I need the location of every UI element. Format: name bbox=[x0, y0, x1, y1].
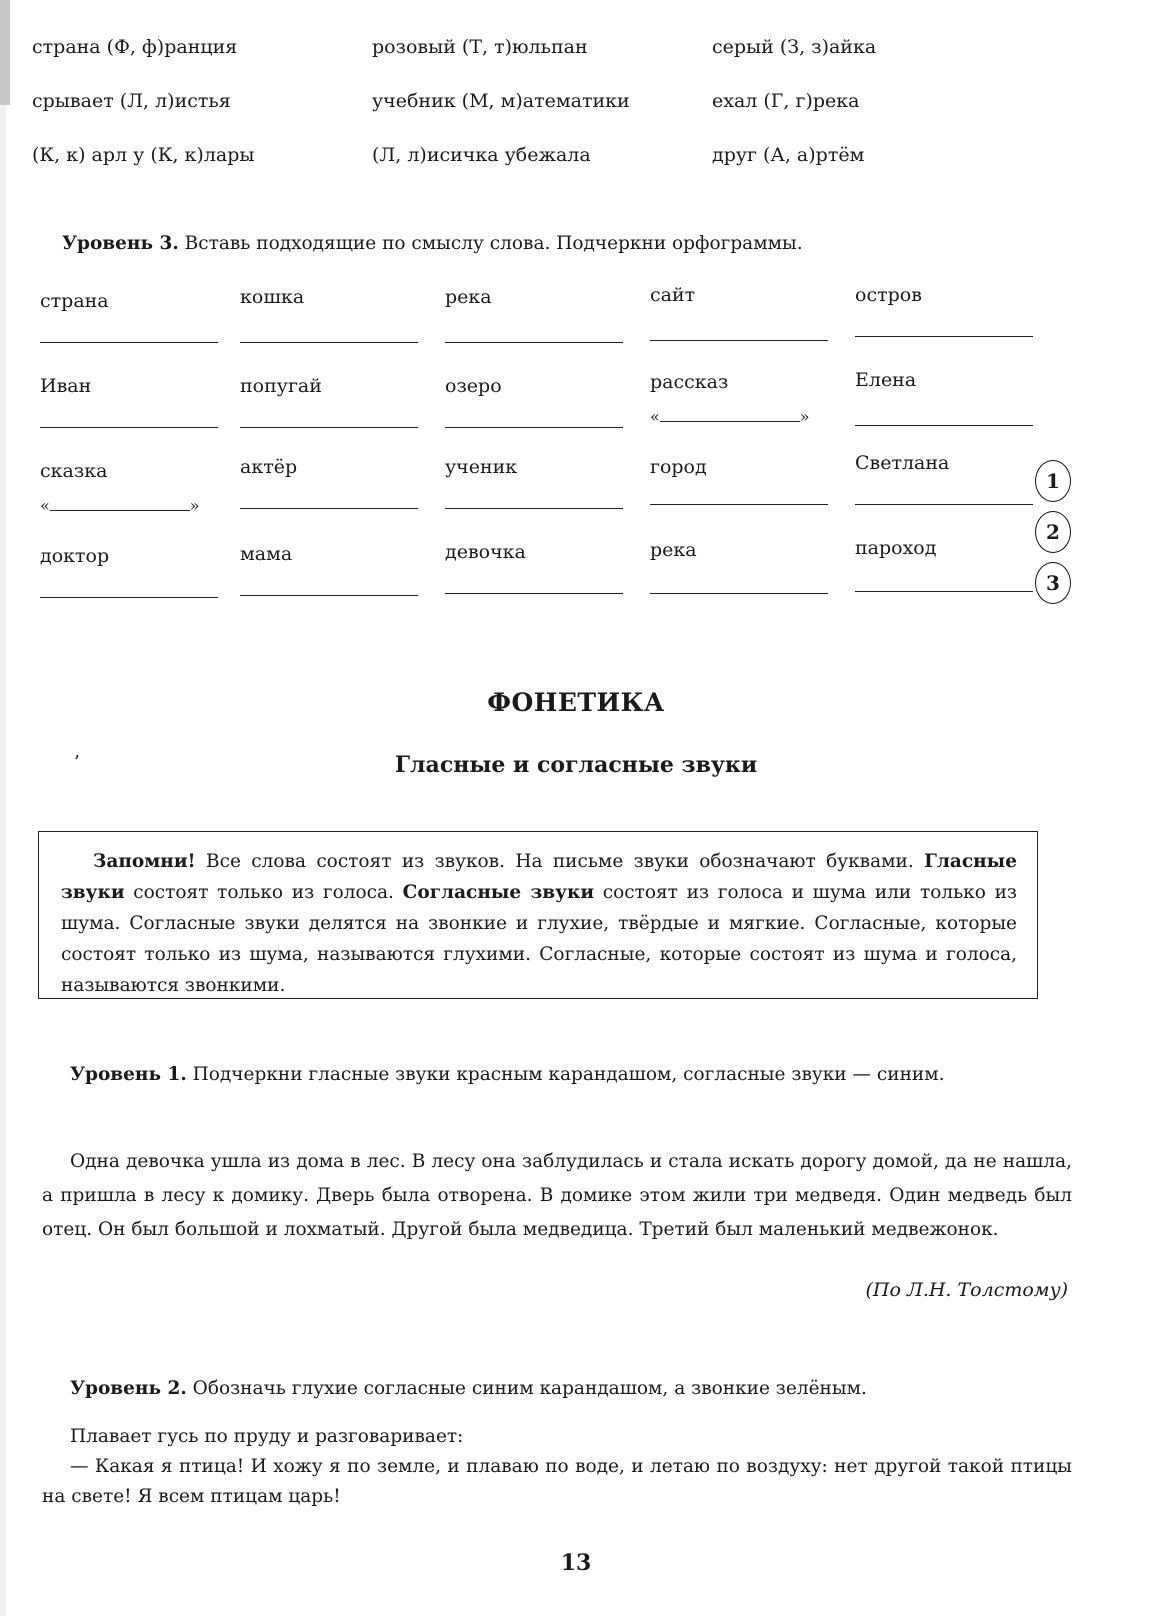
level3-text: Вставь подходящие по смыслу слова. Подчеркни орфограммы. bbox=[178, 233, 803, 254]
phrase: (К, к) арл у (К, к)лары bbox=[32, 144, 255, 166]
scan-edge-margin bbox=[0, 105, 6, 1616]
page-number: 13 bbox=[560, 1550, 592, 1576]
prompt-word: озеро bbox=[445, 375, 502, 397]
answer-line[interactable] bbox=[50, 496, 190, 511]
quoted-answer-blank[interactable] bbox=[650, 407, 810, 426]
rule-part: состоят из голоса и шума или только из шума. Согласные звуки делятся на звонкие и глухие, твёрдые и мягкие. Согласные, которые состоят только из шума, называются глухими. Согласные, которые состоят из шума и голоса, называются звонкими. bbox=[61, 882, 1018, 996]
level2-label: Уровень 2. bbox=[70, 1378, 187, 1399]
prompt-word: рассказ bbox=[650, 371, 729, 393]
quote-open: « bbox=[40, 496, 50, 515]
answer-blank[interactable] bbox=[445, 508, 623, 509]
word-cell bbox=[650, 539, 830, 561]
prompt-word: пароход bbox=[855, 537, 937, 559]
word-cell bbox=[445, 456, 625, 478]
word-cell bbox=[40, 460, 220, 515]
quote-open: « bbox=[650, 407, 660, 426]
word-cell bbox=[650, 456, 830, 478]
exercise-row bbox=[32, 144, 1032, 198]
answer-blank[interactable] bbox=[40, 342, 218, 343]
phrase: серый (З, з)айка bbox=[712, 36, 877, 58]
level-1-circle[interactable]: 1 bbox=[1035, 460, 1071, 502]
answer-line[interactable] bbox=[660, 407, 800, 422]
word-cell bbox=[855, 537, 1035, 559]
word-cell bbox=[650, 284, 830, 306]
level-2-circle[interactable]: 2 bbox=[1035, 511, 1071, 553]
phrase: учебник (М, м)атематики bbox=[372, 90, 630, 112]
word-cell bbox=[855, 452, 1035, 474]
stray-mark: ’ bbox=[74, 752, 80, 773]
passage-dialogue: — Какая я птица! И хожу я по земле, и плаваю по воде, и летаю по воздуху: нет другой такой птицы на свете! Я всем птицам царь! bbox=[42, 1456, 1072, 1507]
words-row bbox=[40, 369, 1040, 460]
words-row bbox=[40, 537, 1040, 630]
passage-text: Одна девочка ушла из дома в лес. В лесу она заблудилась и стала искать дорогу домой, да не нашла, а пришла в лесу к домику. Дверь была отворена. В домике этом жили три медведя. Один медведь был отец. Он был большой и лохматый. Другой была медведица. Третий был маленький медвежонок. bbox=[42, 1151, 1072, 1240]
word-cell bbox=[40, 545, 220, 567]
prompt-word: мама bbox=[240, 543, 293, 565]
passage-line: Плавает гусь по пруду и разговаривает: bbox=[70, 1426, 464, 1447]
answer-blank[interactable] bbox=[445, 593, 623, 594]
level-3-circle[interactable]: 3 bbox=[1035, 562, 1071, 604]
phrase: друг (А, а)ртём bbox=[712, 144, 865, 166]
rule-term-consonants: Согласные звуки bbox=[402, 882, 595, 903]
level1-label: Уровень 1. bbox=[70, 1064, 187, 1085]
word-cell bbox=[240, 543, 420, 565]
word-cell bbox=[445, 286, 625, 308]
attribution: (По Л.Н. Толстому) bbox=[865, 1279, 1068, 1301]
rule-part: состоят только из голоса. bbox=[124, 882, 403, 903]
prompt-word: Иван bbox=[40, 375, 92, 397]
prompt-word: остров bbox=[855, 284, 922, 306]
quoted-answer-blank[interactable] bbox=[40, 496, 200, 515]
answer-blank[interactable] bbox=[855, 425, 1033, 426]
word-cell bbox=[650, 371, 830, 426]
word-cell bbox=[240, 375, 420, 397]
prompt-word: ученик bbox=[445, 456, 518, 478]
rule-lead: Запомни! bbox=[93, 851, 196, 872]
prompt-word: Елена bbox=[855, 369, 917, 391]
rule-box bbox=[38, 831, 1038, 999]
prompt-word: сайт bbox=[650, 284, 696, 306]
answer-blank[interactable] bbox=[855, 336, 1033, 337]
level3-label: Уровень 3. bbox=[62, 233, 179, 254]
phrase: розовый (Т, т)юльпан bbox=[372, 36, 588, 58]
word-cell bbox=[240, 456, 420, 478]
word-cell bbox=[855, 369, 1035, 391]
phrase: срывает (Л, л)истья bbox=[32, 90, 231, 112]
answer-blank[interactable] bbox=[855, 504, 1033, 505]
word-cell bbox=[445, 541, 625, 563]
answer-blank[interactable] bbox=[650, 340, 828, 341]
answer-blank[interactable] bbox=[240, 342, 418, 343]
prompt-word: река bbox=[445, 286, 492, 308]
phrase: (Л, л)исичка убежала bbox=[372, 144, 591, 166]
level3-instruction bbox=[62, 228, 803, 260]
prompt-word: река bbox=[650, 539, 697, 561]
prompt-word: город bbox=[650, 456, 707, 478]
quote-close: » bbox=[189, 496, 200, 515]
section-subtitle: Гласные и согласные звуки bbox=[394, 752, 758, 778]
rule-text bbox=[61, 846, 1017, 1001]
level2-passage bbox=[42, 1422, 1072, 1512]
exercise-row bbox=[32, 90, 1032, 144]
answer-blank[interactable] bbox=[40, 427, 218, 428]
words-row bbox=[40, 452, 1040, 545]
exercise-row bbox=[32, 36, 1032, 90]
level2-instruction bbox=[42, 1372, 1072, 1406]
word-cell bbox=[240, 286, 420, 308]
fill-in-words-grid bbox=[40, 284, 1040, 630]
prompt-word: страна bbox=[40, 290, 109, 312]
answer-blank[interactable] bbox=[240, 427, 418, 428]
prompt-word: девочка bbox=[445, 541, 526, 563]
word-cell bbox=[40, 375, 220, 397]
level1-text: Подчеркни гласные звуки красным карандашом, согласные звуки — синим. bbox=[186, 1064, 945, 1085]
word-cell bbox=[855, 284, 1035, 306]
quote-close: » bbox=[799, 407, 810, 426]
answer-blank[interactable] bbox=[40, 597, 218, 598]
level2-text: Обозначь глухие согласные синим карандашом, а звонкие зелёным. bbox=[186, 1378, 867, 1399]
phrase: страна (Ф, ф)ранция bbox=[32, 36, 238, 58]
prompt-word: попугай bbox=[240, 375, 322, 397]
answer-blank[interactable] bbox=[445, 427, 623, 428]
rule-term-vowels: Гласные звуки bbox=[61, 851, 1017, 903]
phrase: ехал (Г, г)река bbox=[712, 90, 860, 112]
scan-edge-shadow bbox=[0, 0, 10, 105]
letter-case-exercise bbox=[32, 36, 1032, 198]
level1-passage bbox=[42, 1145, 1072, 1247]
prompt-word: сказка bbox=[40, 460, 108, 482]
word-cell bbox=[40, 290, 220, 312]
prompt-word: Светлана bbox=[855, 452, 950, 474]
prompt-word: актёр bbox=[240, 456, 298, 478]
rule-part: Все слова состоят из звуков. На письме звуки обозначают буквами. bbox=[195, 851, 925, 872]
prompt-word: доктор bbox=[40, 545, 110, 567]
answer-blank[interactable] bbox=[650, 504, 828, 505]
answer-blank[interactable] bbox=[855, 591, 1033, 592]
answer-blank[interactable] bbox=[240, 508, 418, 509]
answer-blank[interactable] bbox=[650, 593, 828, 594]
level1-instruction bbox=[42, 1058, 1072, 1092]
word-cell bbox=[445, 375, 625, 397]
section-title: ФОНЕТИКА bbox=[487, 688, 665, 717]
difficulty-level-selector bbox=[1035, 460, 1075, 613]
answer-blank[interactable] bbox=[240, 595, 418, 596]
words-row bbox=[40, 284, 1040, 375]
answer-blank[interactable] bbox=[445, 342, 623, 343]
prompt-word: кошка bbox=[240, 286, 305, 308]
